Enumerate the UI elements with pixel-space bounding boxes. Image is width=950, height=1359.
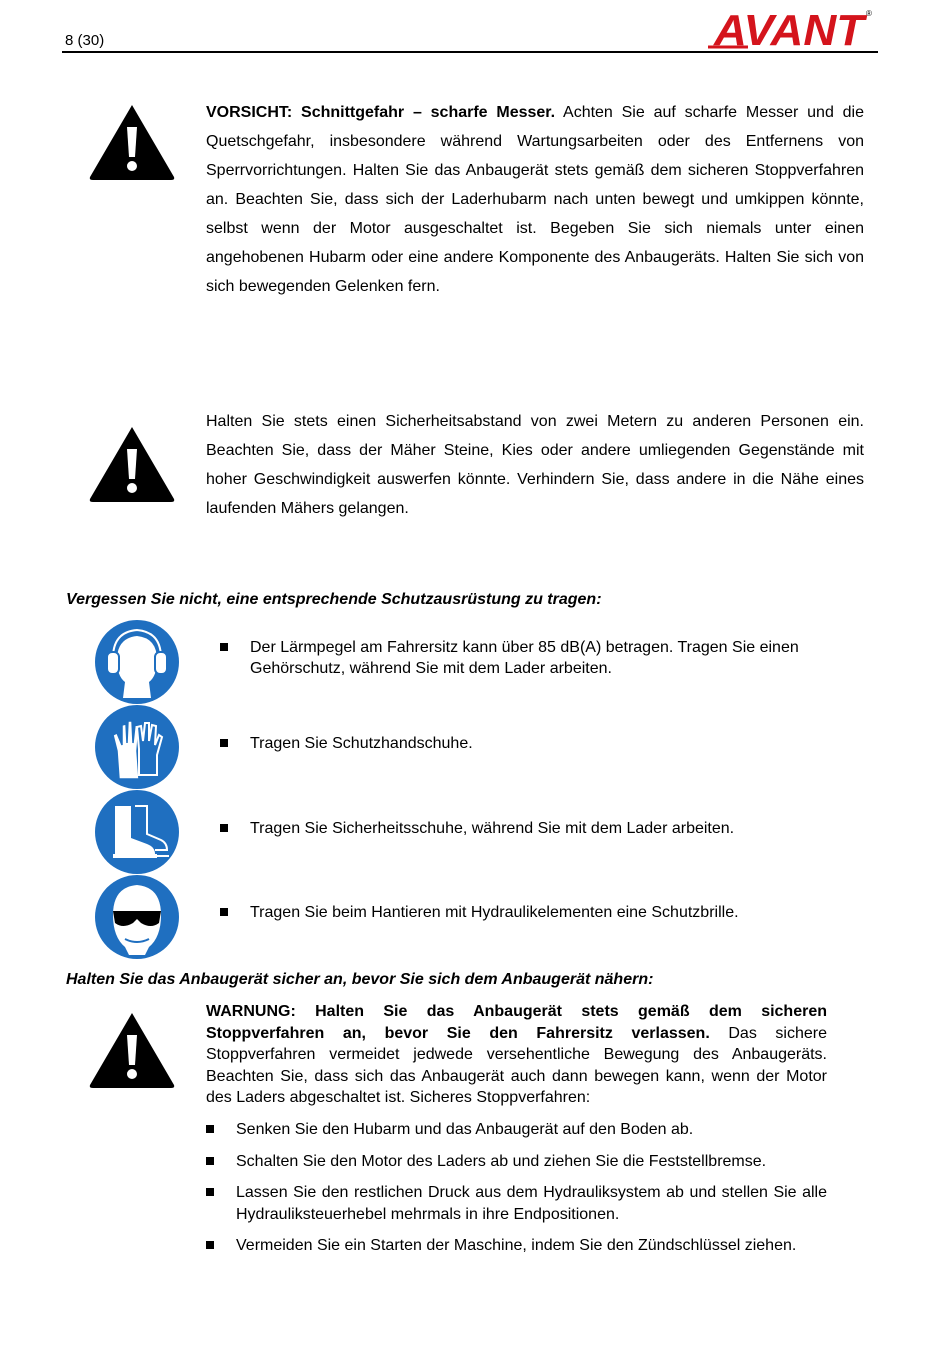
ppe-item — [220, 733, 840, 754]
stop-step — [206, 1182, 827, 1225]
stop-step-text: Vermeiden Sie ein Starten der Maschine, indem Sie den Zündschlüssel ziehen. — [236, 1237, 797, 1254]
warning-triangle-icon — [88, 425, 176, 503]
page-number: 8 (30) — [65, 32, 105, 49]
ppe-item — [220, 818, 840, 839]
bullet-icon — [220, 643, 228, 651]
ppe-item-text: Der Lärmpegel am Fahrersitz kann über 85 dB(A) betragen. Tragen Sie einen Gehörschutz, während Sie mit dem Lader arbeiten. — [250, 639, 799, 677]
bullet-icon — [206, 1241, 214, 1249]
ppe-heading: Vergessen Sie nicht, eine entsprechende Schutzausrüstung zu tragen: — [66, 591, 602, 608]
caution-text: Achten Sie auf scharfe Messer und die Quetschgefahr, insbesondere während Wartungsarbeiten oder des Entfernens von Sperrvorrichtungen. Halten Sie das Anbaugerät stets gemäß dem sicheren Stoppverfahren an. Beachten Sie, dass sich der Laderhubarm nach unten bewegt und umkippen könnte, selbst wenn der Motor ausgeschaltet ist. Begeben Sie sich niemals unter einen angehobenen Hubarm oder eine andere Komponente des Anbaugeräts. Halten Sie sich von sich bewegenden Gelenken fern. — [206, 104, 864, 295]
bullet-icon — [206, 1125, 214, 1133]
ppe-item — [220, 902, 840, 923]
bullet-icon — [206, 1188, 214, 1196]
ppe-item — [220, 637, 840, 679]
bullet-icon — [220, 824, 228, 832]
stop-warning-text: Das sichere Stoppverfahren vermeidet jedwede versehentliche Bewegung des Anbaugeräts. Beachten Sie, dass sich das Anbaugerät auch dann bewegen kann, wenn der Motor des Laders abgeschaltet ist. Sicheres Stoppverfahren: — [206, 1024, 828, 1106]
ear-protection-icon — [95, 620, 179, 704]
stop-step — [206, 1119, 827, 1141]
ppe-item-text: Tragen Sie Schutzhandschuhe. — [250, 735, 473, 752]
svg-text:®: ® — [866, 9, 872, 18]
bullet-icon — [220, 908, 228, 916]
safety-boots-icon — [95, 790, 179, 874]
avant-logo — [708, 7, 876, 54]
avant-logo-graphic — [708, 7, 876, 49]
stop-step — [206, 1235, 827, 1257]
bullet-icon — [206, 1157, 214, 1165]
stop-step — [206, 1151, 827, 1173]
warning-triangle-icon — [88, 1011, 176, 1089]
safety-goggles-icon — [95, 875, 179, 959]
gloves-icon — [95, 705, 179, 789]
stop-step-text: Senken Sie den Hubarm und das Anbaugerät auf den Boden ab. — [236, 1121, 694, 1138]
caution-lead: VORSICHT: Schnittgefahr – scharfe Messer. — [206, 104, 556, 121]
warning-triangle-icon — [88, 103, 176, 181]
stop-heading: Halten Sie das Anbaugerät sicher an, bevor Sie sich dem Anbaugerät nähern: — [66, 971, 654, 988]
svg-text:AVANT: AVANT — [712, 7, 868, 49]
bullet-icon — [220, 739, 228, 747]
stop-warning-lead: WARNUNG: Halten Sie das Anbaugerät stets gemäß dem sicheren Stoppverfahren an, bevor Sie den Fahrersitz verlassen. — [206, 1003, 827, 1042]
distance-paragraph: Halten Sie stets einen Sicherheitsabstand von zwei Metern zu anderen Personen ein. Beachten Sie, dass der Mäher Steine, Kies oder andere umliegenden Gegenstände mit hoher Geschwindigkeit auswerfen könnte. Verhindern Sie, dass andere in die Nähe eines laufenden Mähers gelangen. — [206, 413, 864, 517]
stop-step-text: Schalten Sie den Motor des Laders ab und ziehen Sie die Feststellbremse. — [236, 1153, 767, 1170]
ppe-item-text: Tragen Sie Sicherheitsschuhe, während Sie mit dem Lader arbeiten. — [250, 820, 735, 837]
caution-paragraph — [206, 98, 864, 301]
ppe-item-text: Tragen Sie beim Hantieren mit Hydraulikelementen eine Schutzbrille. — [250, 904, 739, 921]
stop-step-text: Lassen Sie den restlichen Druck aus dem Hydrauliksystem ab und stellen Sie alle Hydrauliksteuerhebel mehrmals in ihre Endpositionen. — [236, 1184, 827, 1223]
stop-warning-paragraph — [206, 1001, 827, 1109]
